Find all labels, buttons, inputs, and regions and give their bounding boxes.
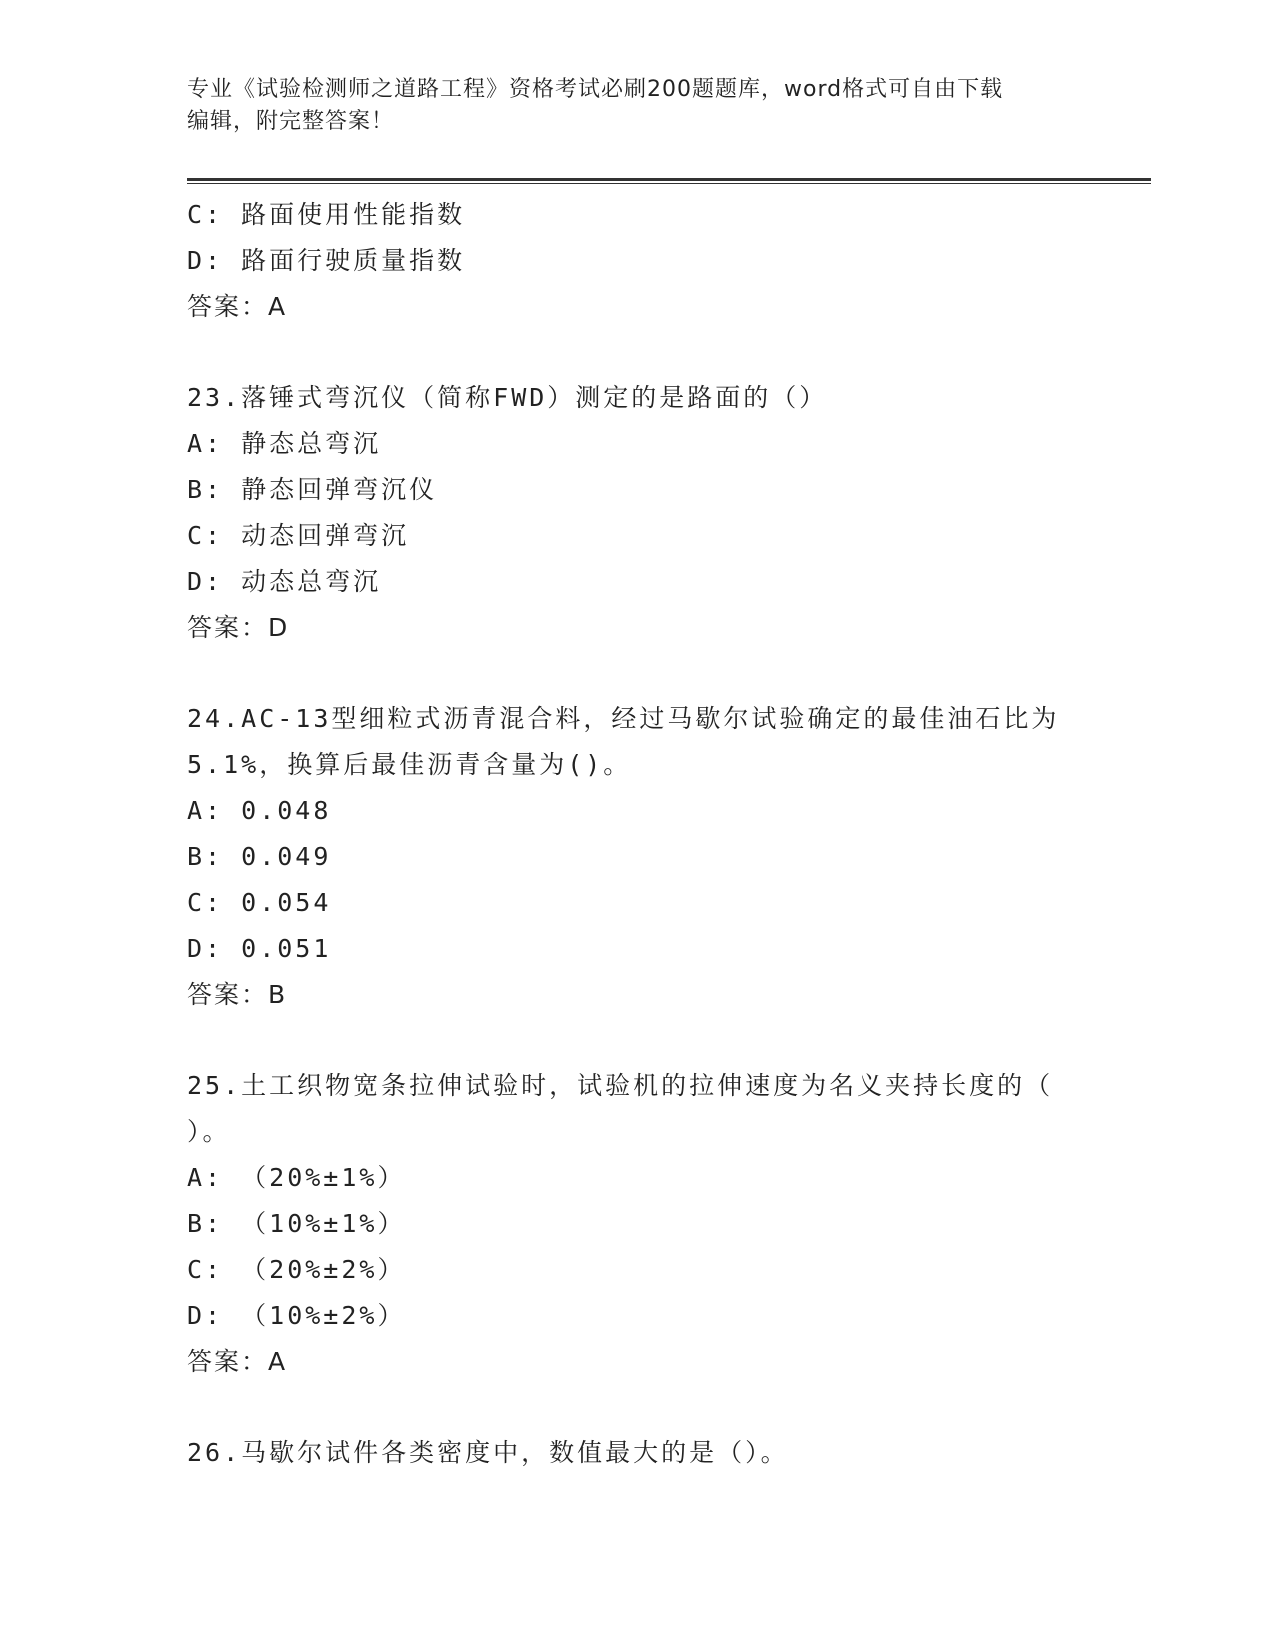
question-26	[187, 1430, 1087, 1476]
question-24	[187, 696, 1087, 1018]
q22-option-d: D: 路面行驶质量指数	[187, 246, 466, 275]
q23-option-d: D: 动态总弯沉	[187, 567, 382, 596]
document-header	[187, 74, 1087, 138]
question-22	[187, 192, 1087, 330]
q24-option-c: C: 0.054	[187, 888, 332, 917]
question-25	[187, 1063, 1087, 1385]
q25-text-line-1: 25.土工织物宽条拉伸试验时，试验机的拉伸速度为名义夹持长度的（	[187, 1071, 1054, 1100]
q25-option-b: B: （10%±1%）	[187, 1209, 406, 1238]
question-23	[187, 375, 1087, 651]
q24-option-d: D: 0.051	[187, 934, 332, 963]
q22-option-c: C: 路面使用性能指数	[187, 200, 466, 229]
q24-text-line-1: 24.AC-13型细粒式沥青混合料，经过马歇尔试验确定的最佳油石比为	[187, 704, 1060, 733]
q24-option-b: B: 0.049	[187, 842, 332, 871]
q24-text	[187, 696, 1087, 788]
q24-option-a: A: 0.048	[187, 796, 332, 825]
q23-answer: 答案：D	[187, 613, 290, 642]
header-title-line-1: 专业《试验检测师之道路工程》资格考试必刷200题题库，word格式可自由下载	[187, 77, 1004, 102]
q26-text: 26.马歇尔试件各类密度中，数值最大的是（）。	[187, 1438, 789, 1467]
header-title-line-2: 编辑，附完整答案！	[187, 109, 395, 134]
header-divider-thin	[187, 183, 1151, 184]
q25-text-line-2: ）。	[187, 1117, 231, 1146]
q22-answer: 答案：A	[187, 292, 288, 321]
q25-answer: 答案：A	[187, 1347, 288, 1376]
q25-text	[187, 1063, 1087, 1155]
q23-option-b: B: 静态回弹弯沉仪	[187, 475, 438, 504]
q25-option-c: C: （20%±2%）	[187, 1255, 406, 1284]
q24-answer: 答案：B	[187, 980, 288, 1009]
q25-option-d: D: （10%±2%）	[187, 1301, 406, 1330]
header-divider-thick	[187, 178, 1151, 181]
q23-text: 23.落锤式弯沉仪（简称FWD）测定的是路面的（）	[187, 383, 828, 412]
question-list	[187, 192, 1087, 1476]
q25-option-a: A: （20%±1%）	[187, 1163, 406, 1192]
q23-option-a: A: 静态总弯沉	[187, 429, 382, 458]
q23-option-c: C: 动态回弹弯沉	[187, 521, 410, 550]
q24-text-line-2: 5.1%，换算后最佳沥青含量为()。	[187, 750, 632, 779]
